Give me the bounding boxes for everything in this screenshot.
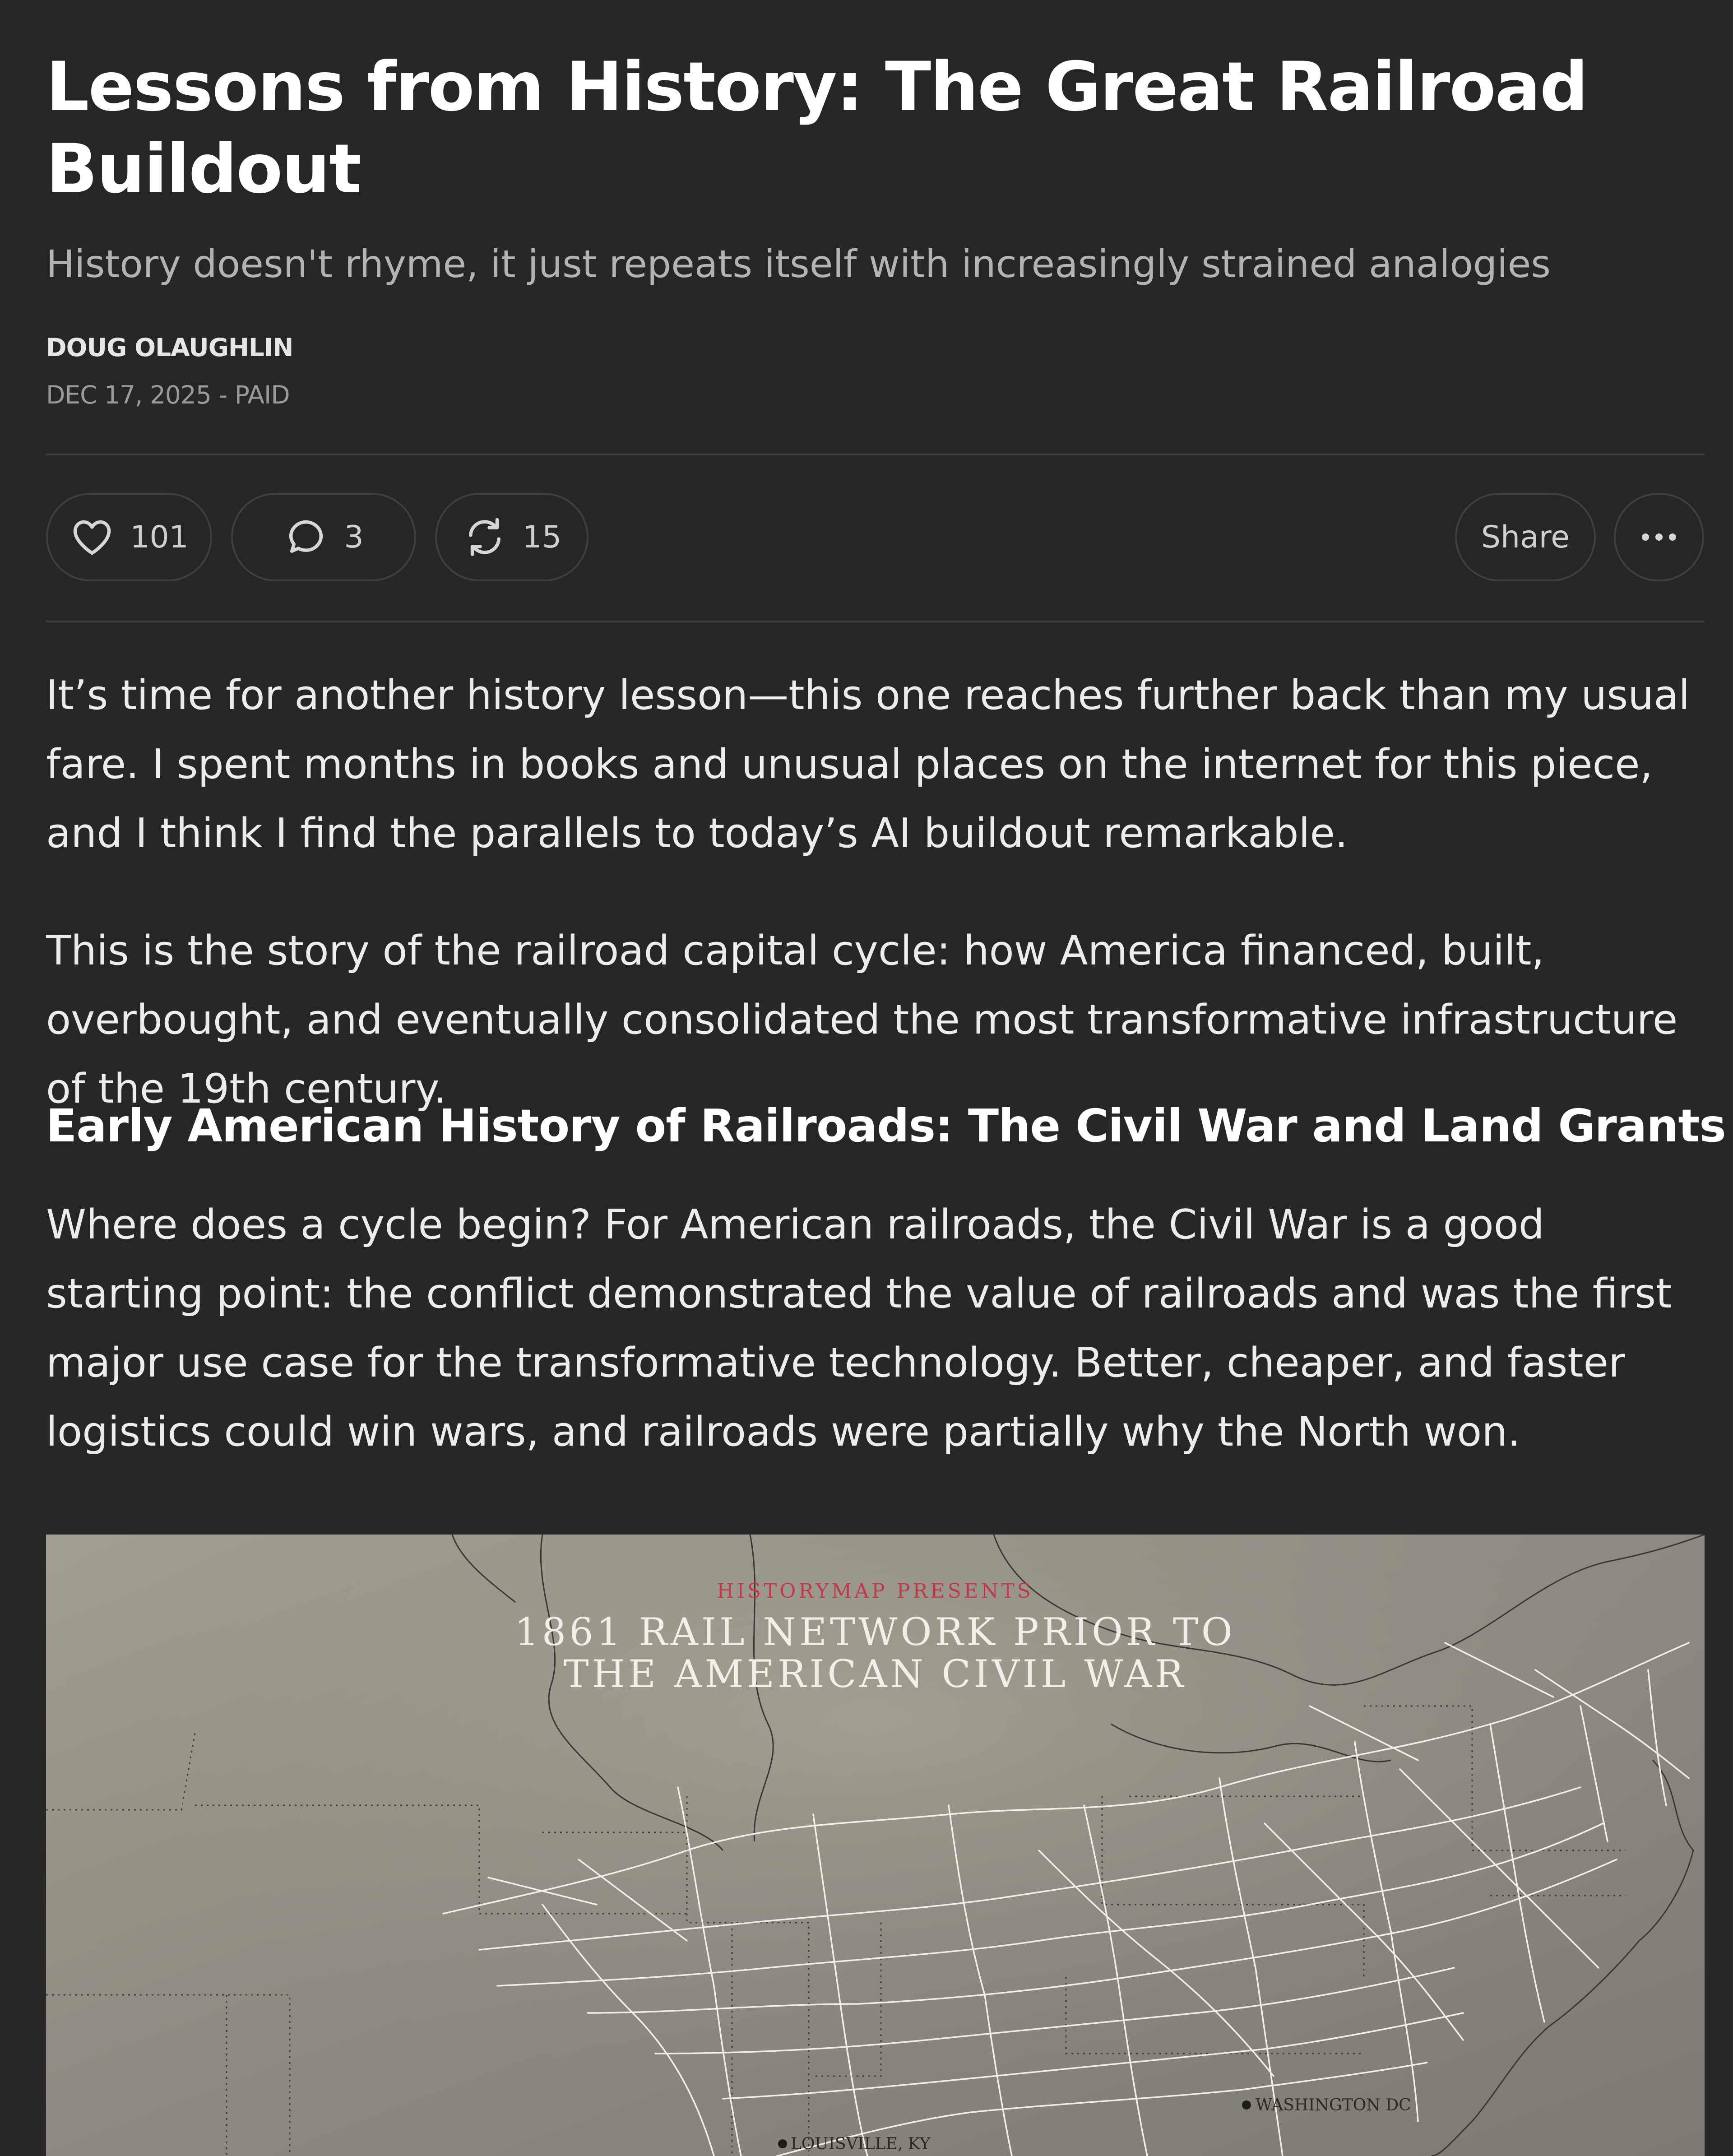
rail-network-map-image[interactable] bbox=[46, 1535, 1705, 2156]
divider bbox=[46, 621, 1705, 622]
map-presenter-text: HISTORYMAP PRESENTS bbox=[717, 1580, 1033, 1603]
section-heading: Early American History of Railroads: The Civil War and Land Grants bbox=[46, 1099, 1726, 1152]
louisville-marker bbox=[778, 2139, 787, 2148]
post-title: Lessons from History: The Great Railroad Buildout bbox=[46, 48, 1588, 209]
body-paragraph: This is the story of the railroad capital cycle: how America financed, built, overbought, and eventually consolidated the most transformative infrastructure of the 19th century. bbox=[46, 927, 1678, 1113]
post-subtitle: History doesn't rhyme, it just repeats itself with increasingly strained analogies bbox=[46, 242, 1551, 286]
comment-count: 3 bbox=[344, 519, 364, 555]
restack-icon bbox=[462, 515, 507, 560]
author-name[interactable]: DOUG OLAUGHLIN bbox=[46, 333, 293, 362]
map-title-line-1: 1861 RAIL NETWORK PRIOR TO bbox=[514, 1610, 1236, 1654]
share-label: Share bbox=[1481, 519, 1570, 555]
like-button[interactable] bbox=[46, 493, 212, 581]
divider bbox=[46, 454, 1705, 455]
like-count: 101 bbox=[130, 519, 189, 555]
louisville-label: LOUISVILLE, KY bbox=[791, 2135, 931, 2153]
washington-dc-marker bbox=[1242, 2100, 1251, 2110]
share-button[interactable] bbox=[1455, 493, 1596, 581]
comment-button[interactable] bbox=[231, 493, 416, 581]
map-title-line-2: THE AMERICAN CIVIL WAR bbox=[563, 1652, 1187, 1696]
washington-dc-label: WASHINGTON DC bbox=[1256, 2096, 1411, 2114]
more-options-button[interactable] bbox=[1614, 493, 1704, 581]
body-paragraph: It’s time for another history lesson—this one reaches further back than my usual fare. I spent months in books and unusual places on the internet for this piece, and I think I find the parallels to today’s AI buildout remarkable. bbox=[46, 672, 1690, 857]
body-paragraph: Where does a cycle begin? For American railroads, the Civil War is a good starting point: the conflict demonstrated the value of railroads and was the first major use case for the transformative technology. Better, cheaper, and faster logistics could win wars, and railroads were partially why the North won. bbox=[46, 1201, 1672, 1456]
heart-icon bbox=[70, 515, 115, 560]
comment-icon bbox=[283, 515, 329, 560]
restack-count: 15 bbox=[522, 519, 562, 555]
post-meta: DEC 17, 2025 - PAID bbox=[46, 380, 290, 409]
restack-button[interactable] bbox=[435, 493, 588, 581]
more-icon bbox=[1639, 530, 1679, 544]
